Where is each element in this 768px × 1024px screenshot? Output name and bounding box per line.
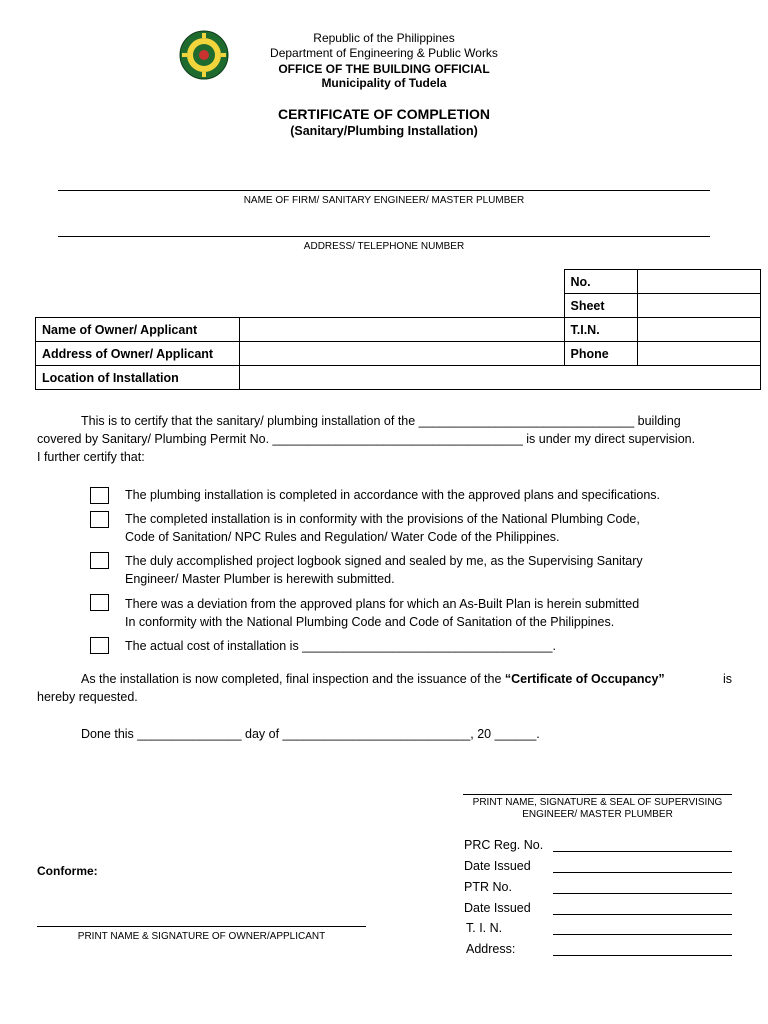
certify-line-3: I further certify that:: [37, 450, 145, 464]
firm-address-line[interactable]: [58, 236, 710, 237]
item-deviation-1: There was a deviation from the approved plans for which an As-Built Plan is herein submitted: [125, 597, 640, 611]
sheet-label: Sheet: [564, 294, 637, 318]
owner-name-label: Name of Owner/ Applicant: [36, 318, 240, 342]
checkbox-deviation[interactable]: [90, 594, 109, 611]
item-logbook-2: Engineer/ Master Plumber is herewith submitted.: [125, 572, 395, 586]
address-credential-label: Address:: [466, 942, 516, 956]
date-issued-field-1[interactable]: [553, 872, 732, 873]
header-office: OFFICE OF THE BUILDING OFFICIAL: [278, 62, 490, 76]
certify-line-1: This is to certify that the sanitary/ plumbing installation of the _______________________________ building: [81, 414, 681, 428]
no-field[interactable]: [637, 270, 761, 294]
checkbox-cost[interactable]: [90, 637, 109, 654]
checkbox-conformity[interactable]: [90, 511, 109, 528]
tin-credential-field[interactable]: [553, 934, 732, 935]
engineer-signature-label-2: ENGINEER/ MASTER PLUMBER: [522, 809, 673, 820]
info-table: [35, 269, 761, 390]
owner-signature-label: PRINT NAME & SIGNATURE OF OWNER/APPLICANT: [77, 931, 326, 942]
checkbox-logbook[interactable]: [90, 552, 109, 569]
tin-field[interactable]: [637, 318, 761, 342]
item-conformity-1: The completed installation is in conformity with the provisions of the National Plumbing Code,: [125, 512, 640, 526]
request-line-1: [81, 670, 733, 688]
firm-name-label: NAME OF FIRM/ SANITARY ENGINEER/ MASTER PLUMBER: [243, 195, 525, 206]
request-text: As the installation is now completed, final inspection and the issuance of the: [81, 672, 502, 686]
header-department: Department of Engineering & Public Works: [270, 46, 498, 60]
sheet-field[interactable]: [637, 294, 761, 318]
occupancy-term: “Certificate of Occupancy”: [504, 672, 665, 686]
phone-label: Phone: [564, 342, 637, 366]
certificate-title: CERTIFICATE OF COMPLETION: [277, 106, 491, 122]
address-credential-field[interactable]: [553, 955, 732, 956]
header-republic: Republic of the Philippines: [313, 31, 455, 45]
no-label: No.: [564, 270, 637, 294]
request-line-1-end: is: [723, 672, 733, 686]
prc-reg-label: PRC Reg. No.: [464, 838, 544, 852]
certify-line-2: covered by Sanitary/ Plumbing Permit No. ____________________________________ is under my direct supervision.: [37, 432, 696, 446]
item-conformity-2: Code of Sanitation/ NPC Rules and Regulation/ Water Code of the Philippines.: [125, 530, 560, 544]
item-deviation-2: In conformity with the National Plumbing Code and Code of Sanitation of the Philippines.: [125, 615, 615, 629]
conforme-label: Conforme:: [37, 864, 98, 878]
done-this-line: Done this _______________ day of ___________________________, 20 ______.: [81, 727, 540, 741]
checkbox-completed[interactable]: [90, 487, 109, 504]
tin-credential-label: T. I. N.: [466, 921, 503, 935]
owner-address-label: Address of Owner/ Applicant: [36, 342, 240, 366]
header-municipality: Municipality of Tudela: [321, 76, 447, 90]
item-completed: The plumbing installation is completed in accordance with the approved plans and specifications.: [125, 488, 661, 502]
phone-field[interactable]: [637, 342, 761, 366]
tin-label: T.I.N.: [564, 318, 637, 342]
firm-name-line[interactable]: [58, 190, 710, 191]
owner-address-field[interactable]: [240, 342, 565, 366]
location-field[interactable]: [240, 366, 761, 390]
engineer-signature-line[interactable]: [463, 794, 732, 795]
owner-name-field[interactable]: [240, 318, 565, 342]
location-label: Location of Installation: [36, 366, 240, 390]
ptr-no-field[interactable]: [553, 893, 732, 894]
item-logbook-1: The duly accomplished project logbook signed and sealed by me, as the Supervising Sanitary: [125, 554, 643, 568]
item-cost: The actual cost of installation is ____________________________________.: [125, 639, 556, 653]
ptr-no-label: PTR No.: [464, 880, 512, 894]
date-issued-field-2[interactable]: [553, 914, 732, 915]
prc-reg-field[interactable]: [553, 851, 732, 852]
date-issued-label-2: Date Issued: [464, 901, 531, 915]
date-issued-label-1: Date Issued: [464, 859, 531, 873]
certificate-subtitle: (Sanitary/Plumbing Installation): [290, 124, 478, 138]
engineer-signature-label-1: PRINT NAME, SIGNATURE & SEAL OF SUPERVISING: [472, 797, 723, 808]
owner-signature-line[interactable]: [37, 926, 366, 927]
firm-address-label: ADDRESS/ TELEPHONE NUMBER: [303, 241, 465, 252]
request-line-2: hereby requested.: [37, 690, 138, 704]
